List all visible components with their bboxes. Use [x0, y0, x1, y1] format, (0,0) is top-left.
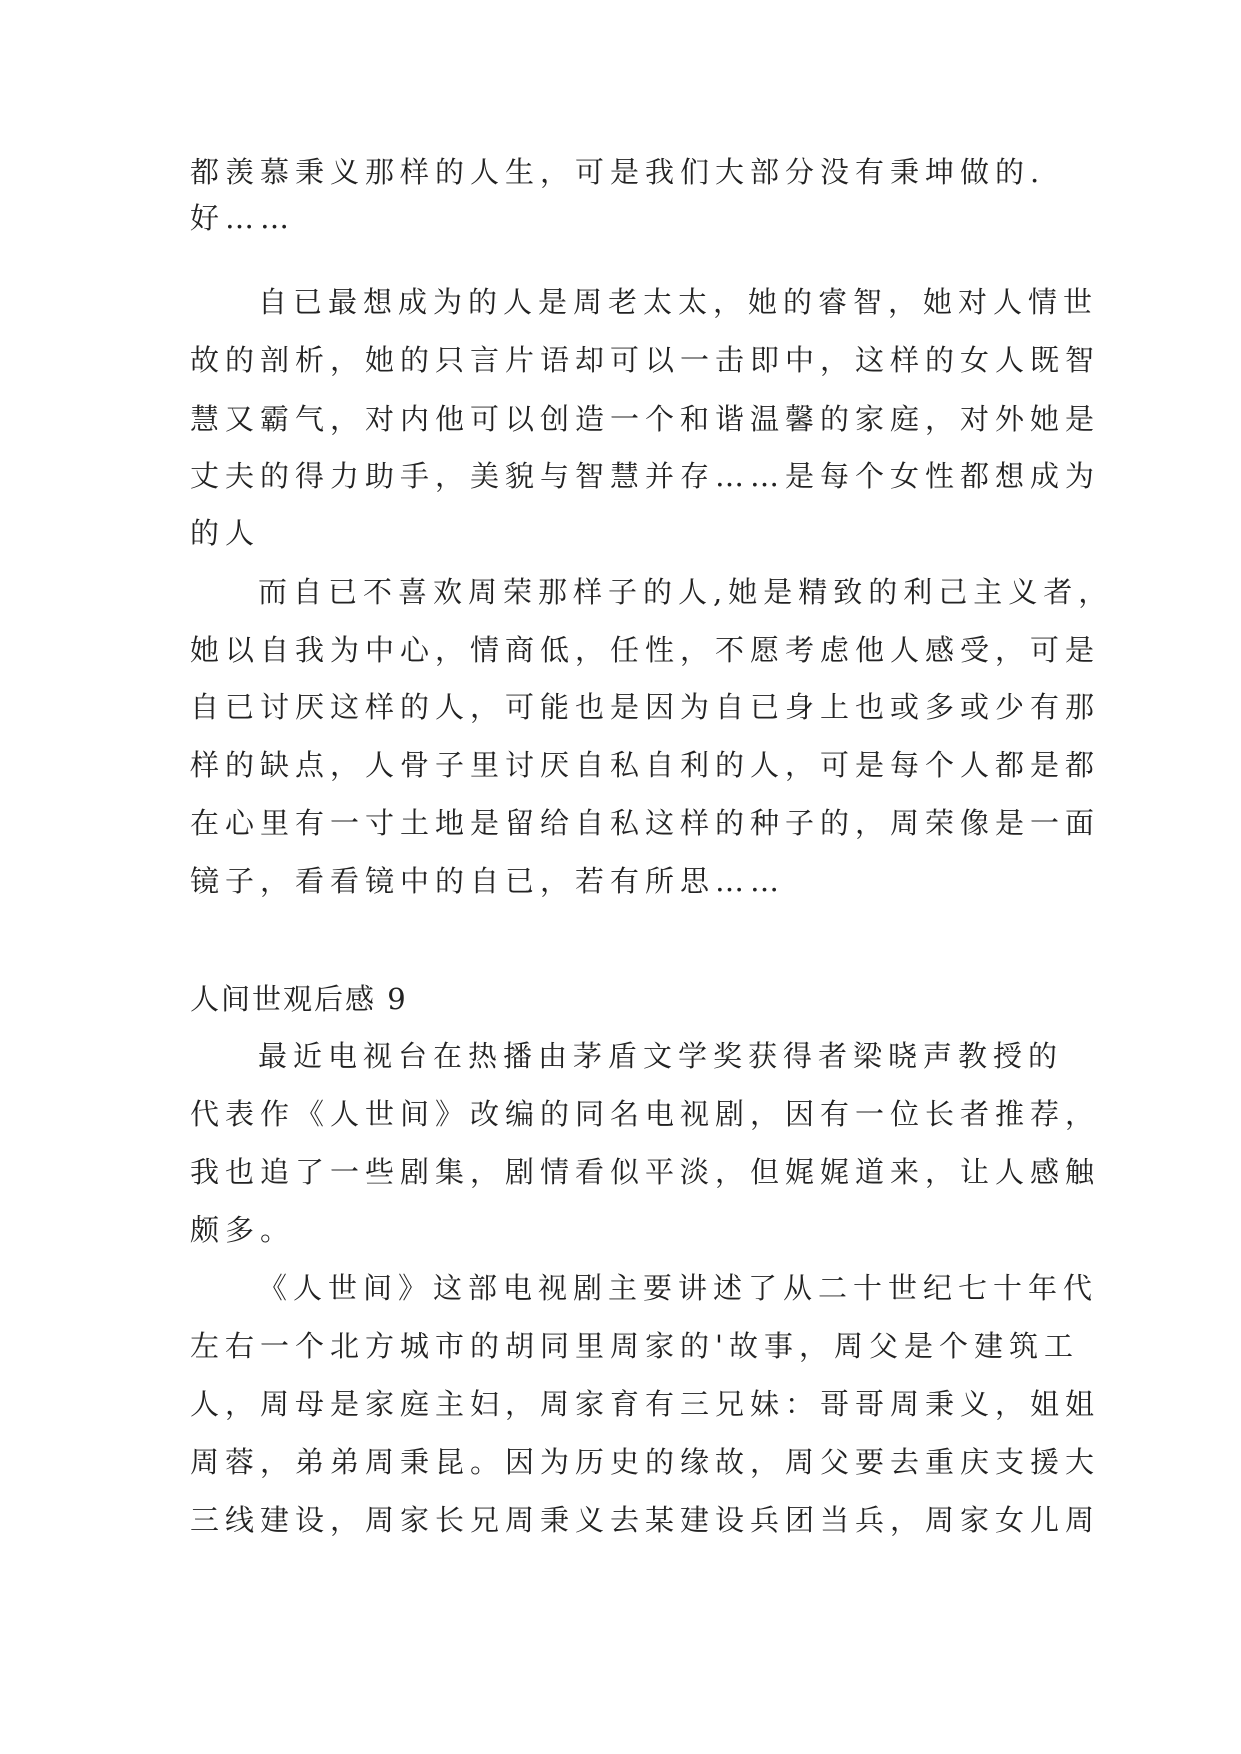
paragraph-first-line: 而自已不喜欢周荣那样子的人,她是精致的利己主义者， — [258, 575, 1114, 609]
text-line: 三线建设，周家长兄周秉义去某建设兵团当兵，周家女儿周 — [190, 1503, 1101, 1537]
text-line: 周蓉，弟弟周秉昆。因为历史的缘故，周父要去重庆支援大 — [190, 1445, 1101, 1479]
section-heading: 人间世观后感 9 — [190, 982, 408, 1016]
text-line: 颇多。 — [190, 1213, 296, 1247]
text-line: 镜子，看看镜中的自已，若有所思…… — [190, 864, 786, 898]
paragraph-first-line: 最近电视台在热播由茅盾文学奖获得者梁晓声教授的 — [258, 1039, 1064, 1073]
text-line: 都羡慕秉义那样的人生，可是我们大部分没有秉坤做的. — [190, 155, 1046, 189]
paragraph-first-line: 自已最想成为的人是周老太太，她的睿智，她对人情世 — [258, 285, 1099, 319]
text-line: 人，周母是家庭主妇，周家育有三兄妹：哥哥周秉义，姐姐 — [190, 1387, 1101, 1421]
text-line: 我也追了一些剧集，剧情看似平淡，但娓娓道来，让人感触 — [190, 1155, 1101, 1189]
text-line: 丈夫的得力助手，美貌与智慧并存……是每个女性都想成为 — [190, 459, 1101, 493]
text-line: 在心里有一寸土地是留给自私这样的种子的，周荣像是一面 — [190, 806, 1101, 840]
paragraph-first-line: 《人世间》这部电视剧主要讲述了从二十世纪七十年代 — [258, 1271, 1099, 1305]
text-line: 样的缺点，人骨子里讨厌自私自利的人，可是每个人都是都 — [190, 748, 1101, 782]
text-line: 左右一个北方城市的胡同里周家的'故事，周父是个建筑工 — [190, 1329, 1079, 1363]
text-line: 自已讨厌这样的人，可能也是因为自已身上也或多或少有那 — [190, 690, 1101, 724]
text-line: 她以自我为中心，情商低，任性，不愿考虑他人感受，可是 — [190, 633, 1101, 667]
text-line: 慧又霸气，对内他可以创造一个和谐温馨的家庭，对外她是 — [190, 402, 1101, 436]
text-line: 代表作《人世间》改编的同名电视剧，因有一位长者推荐， — [190, 1097, 1101, 1131]
text-line: 的人 — [190, 516, 261, 550]
text-line: 故的剖析，她的只言片语却可以一击即中，这样的女人既智 — [190, 343, 1101, 377]
text-line: 好…… — [190, 201, 296, 235]
